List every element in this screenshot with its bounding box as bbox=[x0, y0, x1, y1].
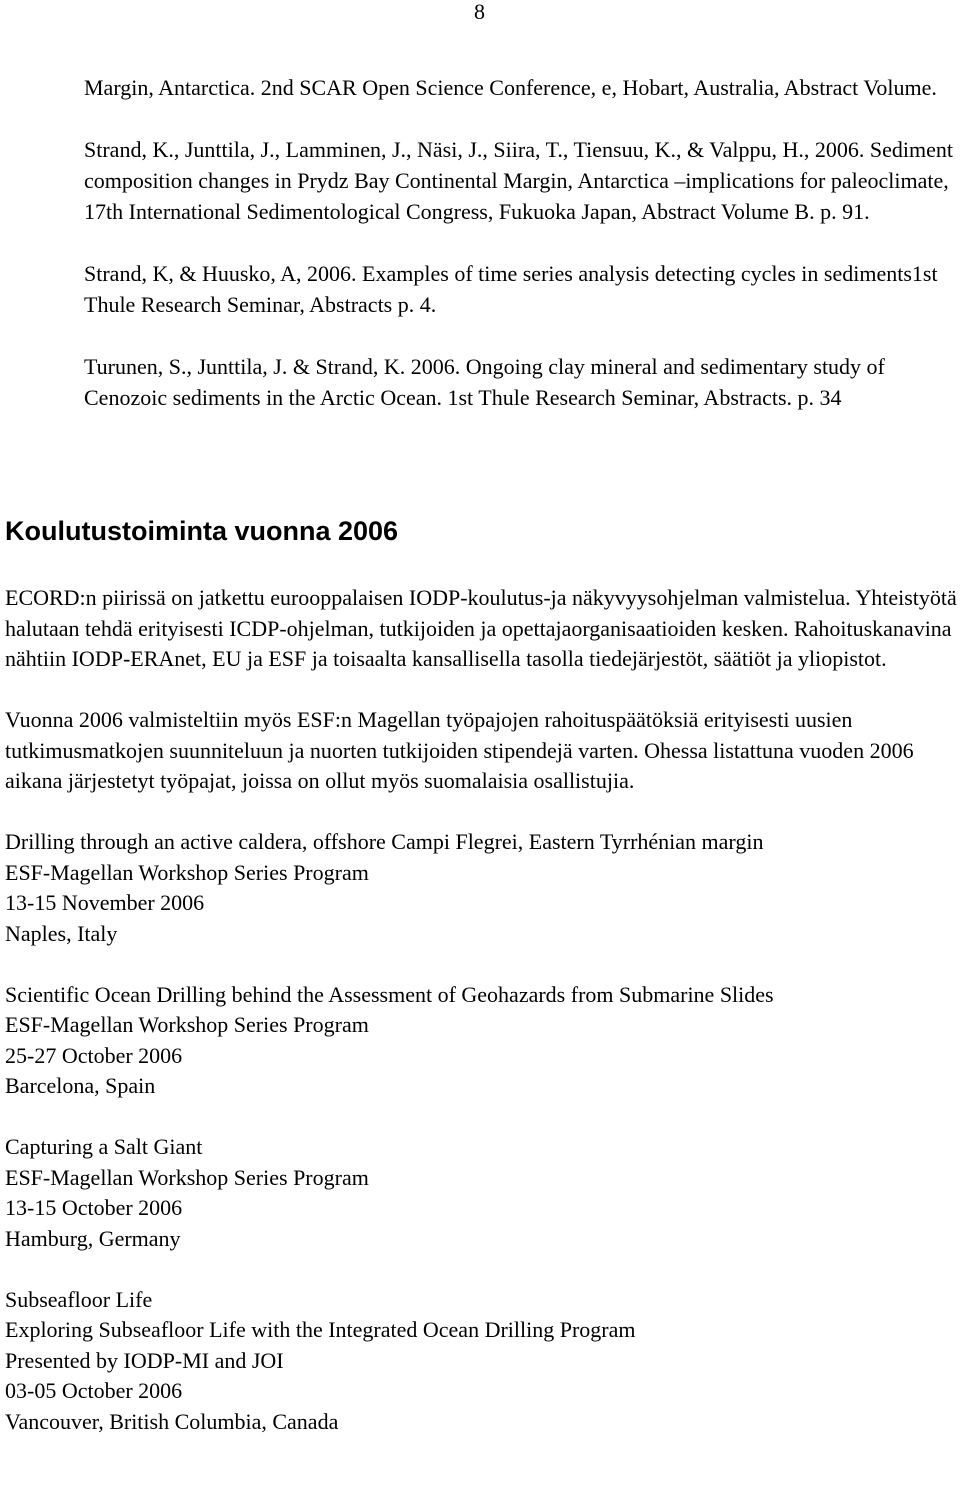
section-body bbox=[5, 583, 957, 1468]
workshop-title: Subseafloor Life bbox=[5, 1286, 153, 1312]
workshop-location: Vancouver, British Columbia, Canada bbox=[5, 1408, 339, 1434]
workshop-series: ESF-Magellan Workshop Series Program bbox=[5, 859, 369, 885]
workshop-location: Naples, Italy bbox=[5, 920, 118, 946]
workshop-dates: 13-15 October 2006 bbox=[5, 1195, 183, 1220]
workshop-presenter: Presented by IODP-MI and JOI bbox=[5, 1347, 284, 1373]
workshop-location: Hamburg, Germany bbox=[5, 1225, 181, 1251]
workshop-title: Scientific Ocean Drilling behind the Assessment of Geohazards from Submarine Slides bbox=[5, 981, 774, 1007]
workshop-title: Capturing a Salt Giant bbox=[5, 1134, 203, 1159]
workshop-subtitle: Exploring Subseafloor Life with the Integrated Ocean Drilling Program bbox=[5, 1317, 636, 1342]
workshop-series: ESF-Magellan Workshop Series Program bbox=[5, 1012, 369, 1037]
workshop-dates: 13-15 November 2006 bbox=[5, 890, 205, 915]
body-paragraph: Vuonna 2006 valmisteltiin myös ESF:n Magellan työpajojen rahoituspäätöksiä erityisesti uusien tutkimusmatkojen suunniteluun ja nuorten tutkijoiden stipendejä varten. Ohessa listattuna vuoden 2006 aikana järjestetyt työpajat, joissa on ollut myös suomalaisia osallistujia. bbox=[5, 707, 914, 793]
workshop-dates: 25-27 October 2006 bbox=[5, 1042, 183, 1068]
workshop-title: Drilling through an active caldera, offshore Campi Flegrei, Eastern Tyrrhénian margin bbox=[5, 829, 764, 854]
workshop-entry bbox=[5, 1132, 957, 1254]
workshop-entry bbox=[5, 827, 957, 949]
page-number: 8 bbox=[474, 0, 485, 24]
reference-list bbox=[84, 72, 958, 444]
reference-entry: Strand, K, & Huusko, A, 2006. Examples of time series analysis detecting cycles in sediments1st Thule Research Seminar, Abstracts p. 4. bbox=[84, 261, 938, 317]
body-paragraph: ECORD:n piirissä on jatkettu eurooppalaisen IODP-koulutus-ja näkyvyysohjelman valmistelua. Yhteistyötä halutaan tehdä erityisesti ICDP-ohjelman, tutkijoiden ja opettajaorganisaatioiden kesken. Rahoituskanavina nähtiin IODP-ERAnet, EU ja ESF ja toisaalta kansallisella tasolla tiedejärjestöt, säätiöt ja yliopistot. bbox=[5, 585, 957, 671]
workshop-series: ESF-Magellan Workshop Series Program bbox=[5, 1164, 369, 1190]
workshop-dates: 03-05 October 2006 bbox=[5, 1378, 183, 1403]
reference-entry: Turunen, S., Junttila, J. & Strand, K. 2006. Ongoing clay mineral and sedimentary study of Cenozoic sediments in the Arctic Ocean. 1st Thule Research Seminar, Abstracts. p. 34 bbox=[84, 354, 885, 410]
reference-entry: Margin, Antarctica. 2nd SCAR Open Science Conference, e, Hobart, Australia, Abstract Volume. bbox=[84, 75, 937, 100]
workshop-location: Barcelona, Spain bbox=[5, 1073, 156, 1098]
workshop-entry bbox=[5, 1285, 957, 1438]
section-heading: Koulutustoiminta vuonna 2006 bbox=[5, 516, 399, 546]
workshop-entry bbox=[5, 980, 957, 1102]
reference-entry: Strand, K., Junttila, J., Lamminen, J., Näsi, J., Siira, T., Tiensuu, K., & Valppu, H., 2006. Sediment composition changes in Prydz Bay Continental Margin, Antarctica –implications for paleoclimate, 17th International Sedimentological Congress, Fukuoka Japan, Abstract Volume B. p. 91. bbox=[84, 137, 953, 224]
